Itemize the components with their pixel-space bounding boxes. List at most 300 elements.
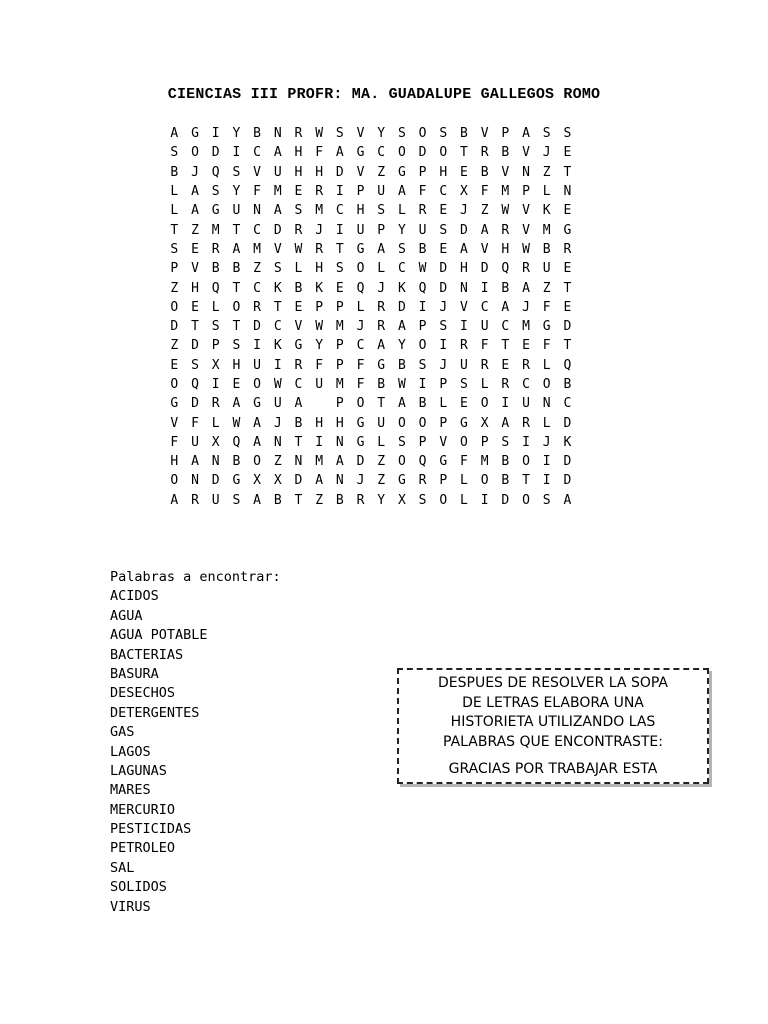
grid-cell: F xyxy=(418,184,427,200)
grid-cell: A xyxy=(460,241,468,257)
grid-cell: A xyxy=(253,415,261,431)
grid-cell: L xyxy=(460,492,468,508)
grid-cell: R xyxy=(356,492,365,508)
grid-cell: R xyxy=(480,357,489,373)
grid-cell: B xyxy=(501,280,510,296)
grid-cell: C xyxy=(273,319,282,335)
grid-cell: T xyxy=(377,396,386,412)
grid-cell: K xyxy=(273,280,282,296)
grid-cell: S xyxy=(170,241,179,257)
grid-cell: U xyxy=(377,415,386,431)
word-list xyxy=(110,568,281,917)
grid-row xyxy=(164,336,578,355)
grid-row xyxy=(164,375,578,394)
grid-cell: A xyxy=(563,492,572,508)
grid-cell: Q xyxy=(211,164,220,180)
grid-cell: U xyxy=(232,203,241,219)
grid-cell: T xyxy=(294,434,303,450)
grid-cell: J xyxy=(522,299,530,315)
grid-cell: B xyxy=(460,126,468,142)
grid-cell: O xyxy=(418,126,427,142)
grid-cell: S xyxy=(232,338,241,354)
grid-cell: I xyxy=(253,338,261,354)
grid-cell: G xyxy=(397,164,406,180)
grid-cell: I xyxy=(335,184,344,200)
grid-cell: J xyxy=(315,222,324,238)
grid-cell: R xyxy=(294,126,303,142)
grid-cell: B xyxy=(335,492,344,508)
grid-cell: U xyxy=(460,357,468,373)
grid-cell: P xyxy=(315,299,324,315)
grid-cell: S xyxy=(563,126,572,142)
grid-cell: Z xyxy=(480,203,489,219)
grid-cell: V xyxy=(439,434,448,450)
grid-cell: T xyxy=(191,319,199,335)
grid-cell: H xyxy=(315,164,324,180)
grid-cell: Y xyxy=(232,184,241,200)
grid-cell: L xyxy=(439,396,448,412)
grid-cell: V xyxy=(522,145,530,161)
grid-cell: P xyxy=(335,396,344,412)
grid-cell: E xyxy=(170,357,179,373)
grid-cell: W xyxy=(315,319,324,335)
grid-cell: E xyxy=(191,241,199,257)
list-item: AGUA xyxy=(110,607,143,624)
grid-cell: W xyxy=(418,261,427,277)
grid-cell: P xyxy=(377,222,386,238)
grid-cell: P xyxy=(480,434,489,450)
grid-cell: U xyxy=(356,222,365,238)
grid-cell: D xyxy=(397,299,406,315)
grid-cell: D xyxy=(294,473,303,489)
grid-cell: B xyxy=(418,241,427,257)
grid-cell: M xyxy=(253,241,261,257)
grid-cell: S xyxy=(418,492,427,508)
grid-cell: U xyxy=(191,434,199,450)
grid-cell: O xyxy=(480,396,489,412)
grid-cell: I xyxy=(480,492,489,508)
grid-cell: U xyxy=(522,396,530,412)
grid-cell: W xyxy=(397,377,406,392)
grid-cell: S xyxy=(542,126,551,142)
grid-cell: D xyxy=(418,145,427,161)
grid-cell: P xyxy=(335,338,344,354)
grid-cell: N xyxy=(191,473,199,489)
grid-cell: L xyxy=(397,203,406,219)
grid-cell: E xyxy=(563,299,572,315)
grid-cell: M xyxy=(315,203,324,219)
grid-cell: I xyxy=(211,126,220,142)
instructions-box xyxy=(397,668,709,784)
grid-cell: A xyxy=(335,145,344,161)
grid-cell: C xyxy=(563,396,572,412)
grid-cell: U xyxy=(273,164,282,180)
grid-cell: E xyxy=(563,261,572,277)
grid-cell: B xyxy=(480,164,489,180)
grid-cell: Y xyxy=(377,492,386,508)
grid-cell: A xyxy=(170,126,179,142)
grid-cell: A xyxy=(377,241,386,257)
grid-cell: G xyxy=(191,126,199,142)
grid-cell: Q xyxy=(418,454,427,470)
grid-cell: C xyxy=(522,377,530,392)
grid-cell: S xyxy=(501,434,510,450)
grid-cell: X xyxy=(460,184,468,200)
grid-cell: D xyxy=(335,164,344,180)
grid-cell: U xyxy=(377,184,386,200)
grid-cell: S xyxy=(439,126,448,142)
grid-row xyxy=(164,124,578,143)
instructions-thanks: GRACIAS POR TRABAJAR ESTA xyxy=(448,761,658,777)
grid-cell: N xyxy=(211,454,220,470)
grid-cell: A xyxy=(253,434,261,450)
grid-cell: K xyxy=(397,280,406,296)
instructions-line: DESPUES DE RESOLVER LA SOPA xyxy=(438,675,668,691)
grid-cell: A xyxy=(253,492,261,508)
grid-cell: N xyxy=(273,434,282,450)
grid-cell: J xyxy=(273,415,282,431)
grid-cell: N xyxy=(522,164,530,180)
grid-row xyxy=(164,240,578,259)
grid-cell: T xyxy=(522,473,530,489)
grid-cell: N xyxy=(273,126,282,142)
grid-cell: H xyxy=(315,261,324,277)
grid-cell: X xyxy=(253,473,261,489)
grid-row xyxy=(164,298,578,317)
grid-cell: O xyxy=(397,145,406,161)
grid-row xyxy=(164,182,578,201)
grid-cell: B xyxy=(170,164,179,180)
grid-cell: J xyxy=(356,319,365,335)
grid-cell: T xyxy=(563,164,572,180)
grid-cell: B xyxy=(232,261,241,277)
grid-cell: O xyxy=(460,434,468,450)
grid-row xyxy=(164,491,578,510)
grid-cell: A xyxy=(273,203,282,219)
grid-cell: T xyxy=(232,222,241,238)
grid-cell: B xyxy=(294,415,303,431)
grid-cell: O xyxy=(253,377,261,392)
grid-row xyxy=(164,259,578,278)
grid-cell: D xyxy=(191,338,199,354)
grid-cell: H xyxy=(439,164,448,180)
grid-cell: T xyxy=(563,280,572,296)
grid-cell: L xyxy=(542,184,551,200)
grid-cell: R xyxy=(501,377,510,392)
grid-cell: Z xyxy=(253,261,261,277)
grid-cell: I xyxy=(418,299,427,315)
grid-cell: E xyxy=(335,280,344,296)
grid-cell: A xyxy=(191,203,199,219)
grid-cell: G xyxy=(170,396,179,412)
grid-cell: N xyxy=(335,473,344,489)
grid-cell: P xyxy=(439,377,448,392)
grid-cell: T xyxy=(232,280,241,296)
grid-cell: T xyxy=(232,319,241,335)
grid-cell: X xyxy=(480,415,489,431)
grid-cell: P xyxy=(418,434,427,450)
grid-cell: D xyxy=(273,222,282,238)
grid-cell: G xyxy=(563,222,572,238)
grid-cell: T xyxy=(294,492,303,508)
page-title: CIENCIAS III PROFR: MA. GUADALUPE GALLEGOS ROMO xyxy=(167,86,601,103)
grid-cell: V xyxy=(273,241,282,257)
grid-cell: J xyxy=(377,280,386,296)
grid-cell: L xyxy=(460,473,468,489)
grid-cell: W xyxy=(294,241,303,257)
grid-cell: Y xyxy=(397,222,406,238)
grid-cell: R xyxy=(377,319,386,335)
grid-cell: J xyxy=(191,164,199,180)
grid-cell: F xyxy=(480,184,489,200)
grid-cell: H xyxy=(170,454,179,470)
grid-cell: V xyxy=(460,299,468,315)
list-item: SOLIDOS xyxy=(110,879,167,896)
grid-cell: Q xyxy=(211,280,220,296)
grid-cell: F xyxy=(253,184,261,200)
grid-cell: K xyxy=(315,280,324,296)
grid-cell: J xyxy=(542,145,551,161)
grid-cell: B xyxy=(542,241,551,257)
grid-cell: A xyxy=(397,396,406,412)
grid-cell: V xyxy=(170,415,179,431)
grid-cell: O xyxy=(542,377,551,392)
grid-cell: R xyxy=(522,415,530,431)
word-search-grid xyxy=(164,124,578,510)
grid-cell: B xyxy=(501,454,510,470)
grid-cell: I xyxy=(211,377,220,392)
grid-cell: P xyxy=(211,338,220,354)
grid-cell: R xyxy=(294,222,303,238)
grid-cell: C xyxy=(377,145,386,161)
grid-cell: C xyxy=(253,280,261,296)
grid-cell: J xyxy=(460,203,468,219)
grid-cell: M xyxy=(211,222,220,238)
grid-cell: B xyxy=(294,280,303,296)
grid-cell: G xyxy=(356,415,365,431)
grid-cell: F xyxy=(315,145,324,161)
grid-cell: F xyxy=(356,357,365,373)
grid-cell: P xyxy=(335,357,344,373)
list-item: PETROLEO xyxy=(110,840,176,857)
grid-row xyxy=(164,433,578,452)
grid-cell: U xyxy=(418,222,427,238)
grid-cell: N xyxy=(294,454,303,470)
grid-cell: G xyxy=(460,415,468,431)
grid-cell: A xyxy=(315,473,324,489)
grid-cell: L xyxy=(377,261,386,277)
list-item: GAS xyxy=(110,724,135,741)
grid-cell: X xyxy=(273,473,282,489)
grid-cell: O xyxy=(232,299,241,315)
list-item: LAGUNAS xyxy=(110,762,167,779)
grid-cell: D xyxy=(501,492,510,508)
grid-cell: S xyxy=(232,164,241,180)
grid-cell: E xyxy=(439,241,448,257)
grid-cell: P xyxy=(356,184,365,200)
grid-cell: I xyxy=(273,357,282,373)
grid-cell: A xyxy=(501,299,510,315)
grid-cell: E xyxy=(460,396,468,412)
grid-cell: S xyxy=(397,241,406,257)
grid-cell: O xyxy=(480,473,489,489)
grid-cell: S xyxy=(542,492,551,508)
grid-cell: B xyxy=(563,377,572,392)
grid-cell: R xyxy=(522,261,530,277)
grid-cell: E xyxy=(294,184,303,200)
grid-cell: I xyxy=(501,396,510,412)
grid-cell: D xyxy=(170,319,179,335)
list-item: AGUA POTABLE xyxy=(110,627,208,644)
list-item: BASURA xyxy=(110,665,159,682)
grid-cell: B xyxy=(501,473,510,489)
grid-cell: P xyxy=(418,319,427,335)
grid-cell: G xyxy=(439,454,448,470)
grid-cell: F xyxy=(356,377,365,392)
grid-row xyxy=(164,201,578,220)
grid-cell: S xyxy=(397,434,406,450)
grid-cell: E xyxy=(501,357,510,373)
grid-cell: K xyxy=(273,338,282,354)
grid-row xyxy=(164,143,578,162)
grid-cell: Q xyxy=(418,280,427,296)
grid-cell: R xyxy=(522,357,530,373)
grid-cell: M xyxy=(335,319,344,335)
grid-cell: G xyxy=(356,434,365,450)
grid-cell: Z xyxy=(273,454,282,470)
grid-cell: Y xyxy=(232,126,241,142)
grid-cell: L xyxy=(211,299,220,315)
list-item: BACTERIAS xyxy=(110,646,184,663)
grid-cell: U xyxy=(480,319,489,335)
grid-cell: I xyxy=(542,454,551,470)
grid-cell: W xyxy=(501,203,510,219)
grid-cell: S xyxy=(460,377,468,392)
grid-cell: U xyxy=(315,377,324,392)
grid-cell: O xyxy=(397,454,406,470)
grid-cell: P xyxy=(439,473,448,489)
grid-cell: S xyxy=(418,357,427,373)
grid-cell: I xyxy=(460,319,468,335)
grid-cell: S xyxy=(377,203,386,219)
grid-cell: N xyxy=(460,280,468,296)
grid-cell: Q xyxy=(563,357,572,373)
list-item: LAGOS xyxy=(110,743,151,760)
grid-cell: W xyxy=(232,415,241,431)
grid-cell: U xyxy=(273,396,282,412)
grid-cell: Q xyxy=(191,377,199,392)
grid-cell: M xyxy=(501,184,510,200)
grid-cell: M xyxy=(273,184,282,200)
grid-cell: J xyxy=(439,357,448,373)
grid-cell: S xyxy=(232,492,241,508)
grid-cell: G xyxy=(294,338,303,354)
list-item: MARES xyxy=(110,782,151,799)
grid-cell: S xyxy=(170,145,179,161)
grid-cell: E xyxy=(439,203,448,219)
grid-cell: R xyxy=(211,241,220,257)
grid-cell: D xyxy=(253,319,261,335)
grid-row xyxy=(164,220,578,239)
grid-cell: Q xyxy=(356,280,365,296)
grid-cell: P xyxy=(501,126,510,142)
grid-cell: O xyxy=(191,145,199,161)
grid-row xyxy=(164,413,578,432)
word-list-heading: Palabras a encontrar: xyxy=(110,569,281,585)
grid-cell: X xyxy=(397,492,406,508)
grid-cell: B xyxy=(211,261,220,277)
grid-cell: O xyxy=(397,415,406,431)
grid-row xyxy=(164,471,578,490)
grid-cell: P xyxy=(522,184,530,200)
grid-cell: P xyxy=(170,261,179,277)
grid-cell: S xyxy=(211,184,220,200)
grid-cell: I xyxy=(522,434,530,450)
grid-cell: P xyxy=(439,415,448,431)
grid-cell: K xyxy=(542,203,551,219)
grid-cell: V xyxy=(480,126,489,142)
grid-cell: H xyxy=(356,203,365,219)
grid-cell: Z xyxy=(542,164,551,180)
grid-cell: N xyxy=(542,396,551,412)
grid-cell: X xyxy=(211,434,220,450)
grid-cell: T xyxy=(273,299,282,315)
grid-cell: B xyxy=(232,454,241,470)
word-list-items xyxy=(110,587,281,917)
list-item: PESTICIDAS xyxy=(110,821,192,838)
grid-cell: Z xyxy=(191,222,199,238)
grid-cell: W xyxy=(522,241,530,257)
grid-row xyxy=(164,317,578,336)
grid-cell: F xyxy=(480,338,489,354)
grid-cell: R xyxy=(315,241,324,257)
grid-row xyxy=(164,394,578,413)
grid-cell: N xyxy=(335,434,344,450)
grid-cell: Z xyxy=(377,454,386,470)
grid-cell: Y xyxy=(377,126,386,142)
grid-cell: O xyxy=(418,338,427,354)
grid-cell: G xyxy=(542,319,551,335)
grid-cell: P xyxy=(335,299,344,315)
grid-cell: M xyxy=(542,222,551,238)
grid-cell: A xyxy=(191,184,199,200)
grid-cell: D xyxy=(563,454,572,470)
grid-cell: T xyxy=(460,145,468,161)
grid-cell: A xyxy=(501,415,510,431)
grid-cell: F xyxy=(315,357,324,373)
grid-cell: Q xyxy=(232,434,241,450)
grid-cell: S xyxy=(335,261,344,277)
grid-cell: Q xyxy=(501,261,510,277)
grid-cell: I xyxy=(315,434,324,450)
grid-cell: E xyxy=(294,299,303,315)
grid-cell: Z xyxy=(377,164,386,180)
grid-cell: L xyxy=(211,415,220,431)
grid-cell: A xyxy=(294,396,303,412)
grid-cell: S xyxy=(211,319,220,335)
grid-cell: O xyxy=(356,261,365,277)
grid-cell: I xyxy=(542,473,551,489)
grid-cell: Z xyxy=(542,280,551,296)
grid-cell: H xyxy=(501,241,510,257)
grid-cell: C xyxy=(335,203,344,219)
grid-cell: Y xyxy=(315,338,324,354)
grid-cell: F xyxy=(542,299,551,315)
grid-cell: D xyxy=(460,222,468,238)
grid-cell: B xyxy=(253,126,261,142)
grid-cell: W xyxy=(273,377,282,392)
grid-cell: O xyxy=(170,299,179,315)
